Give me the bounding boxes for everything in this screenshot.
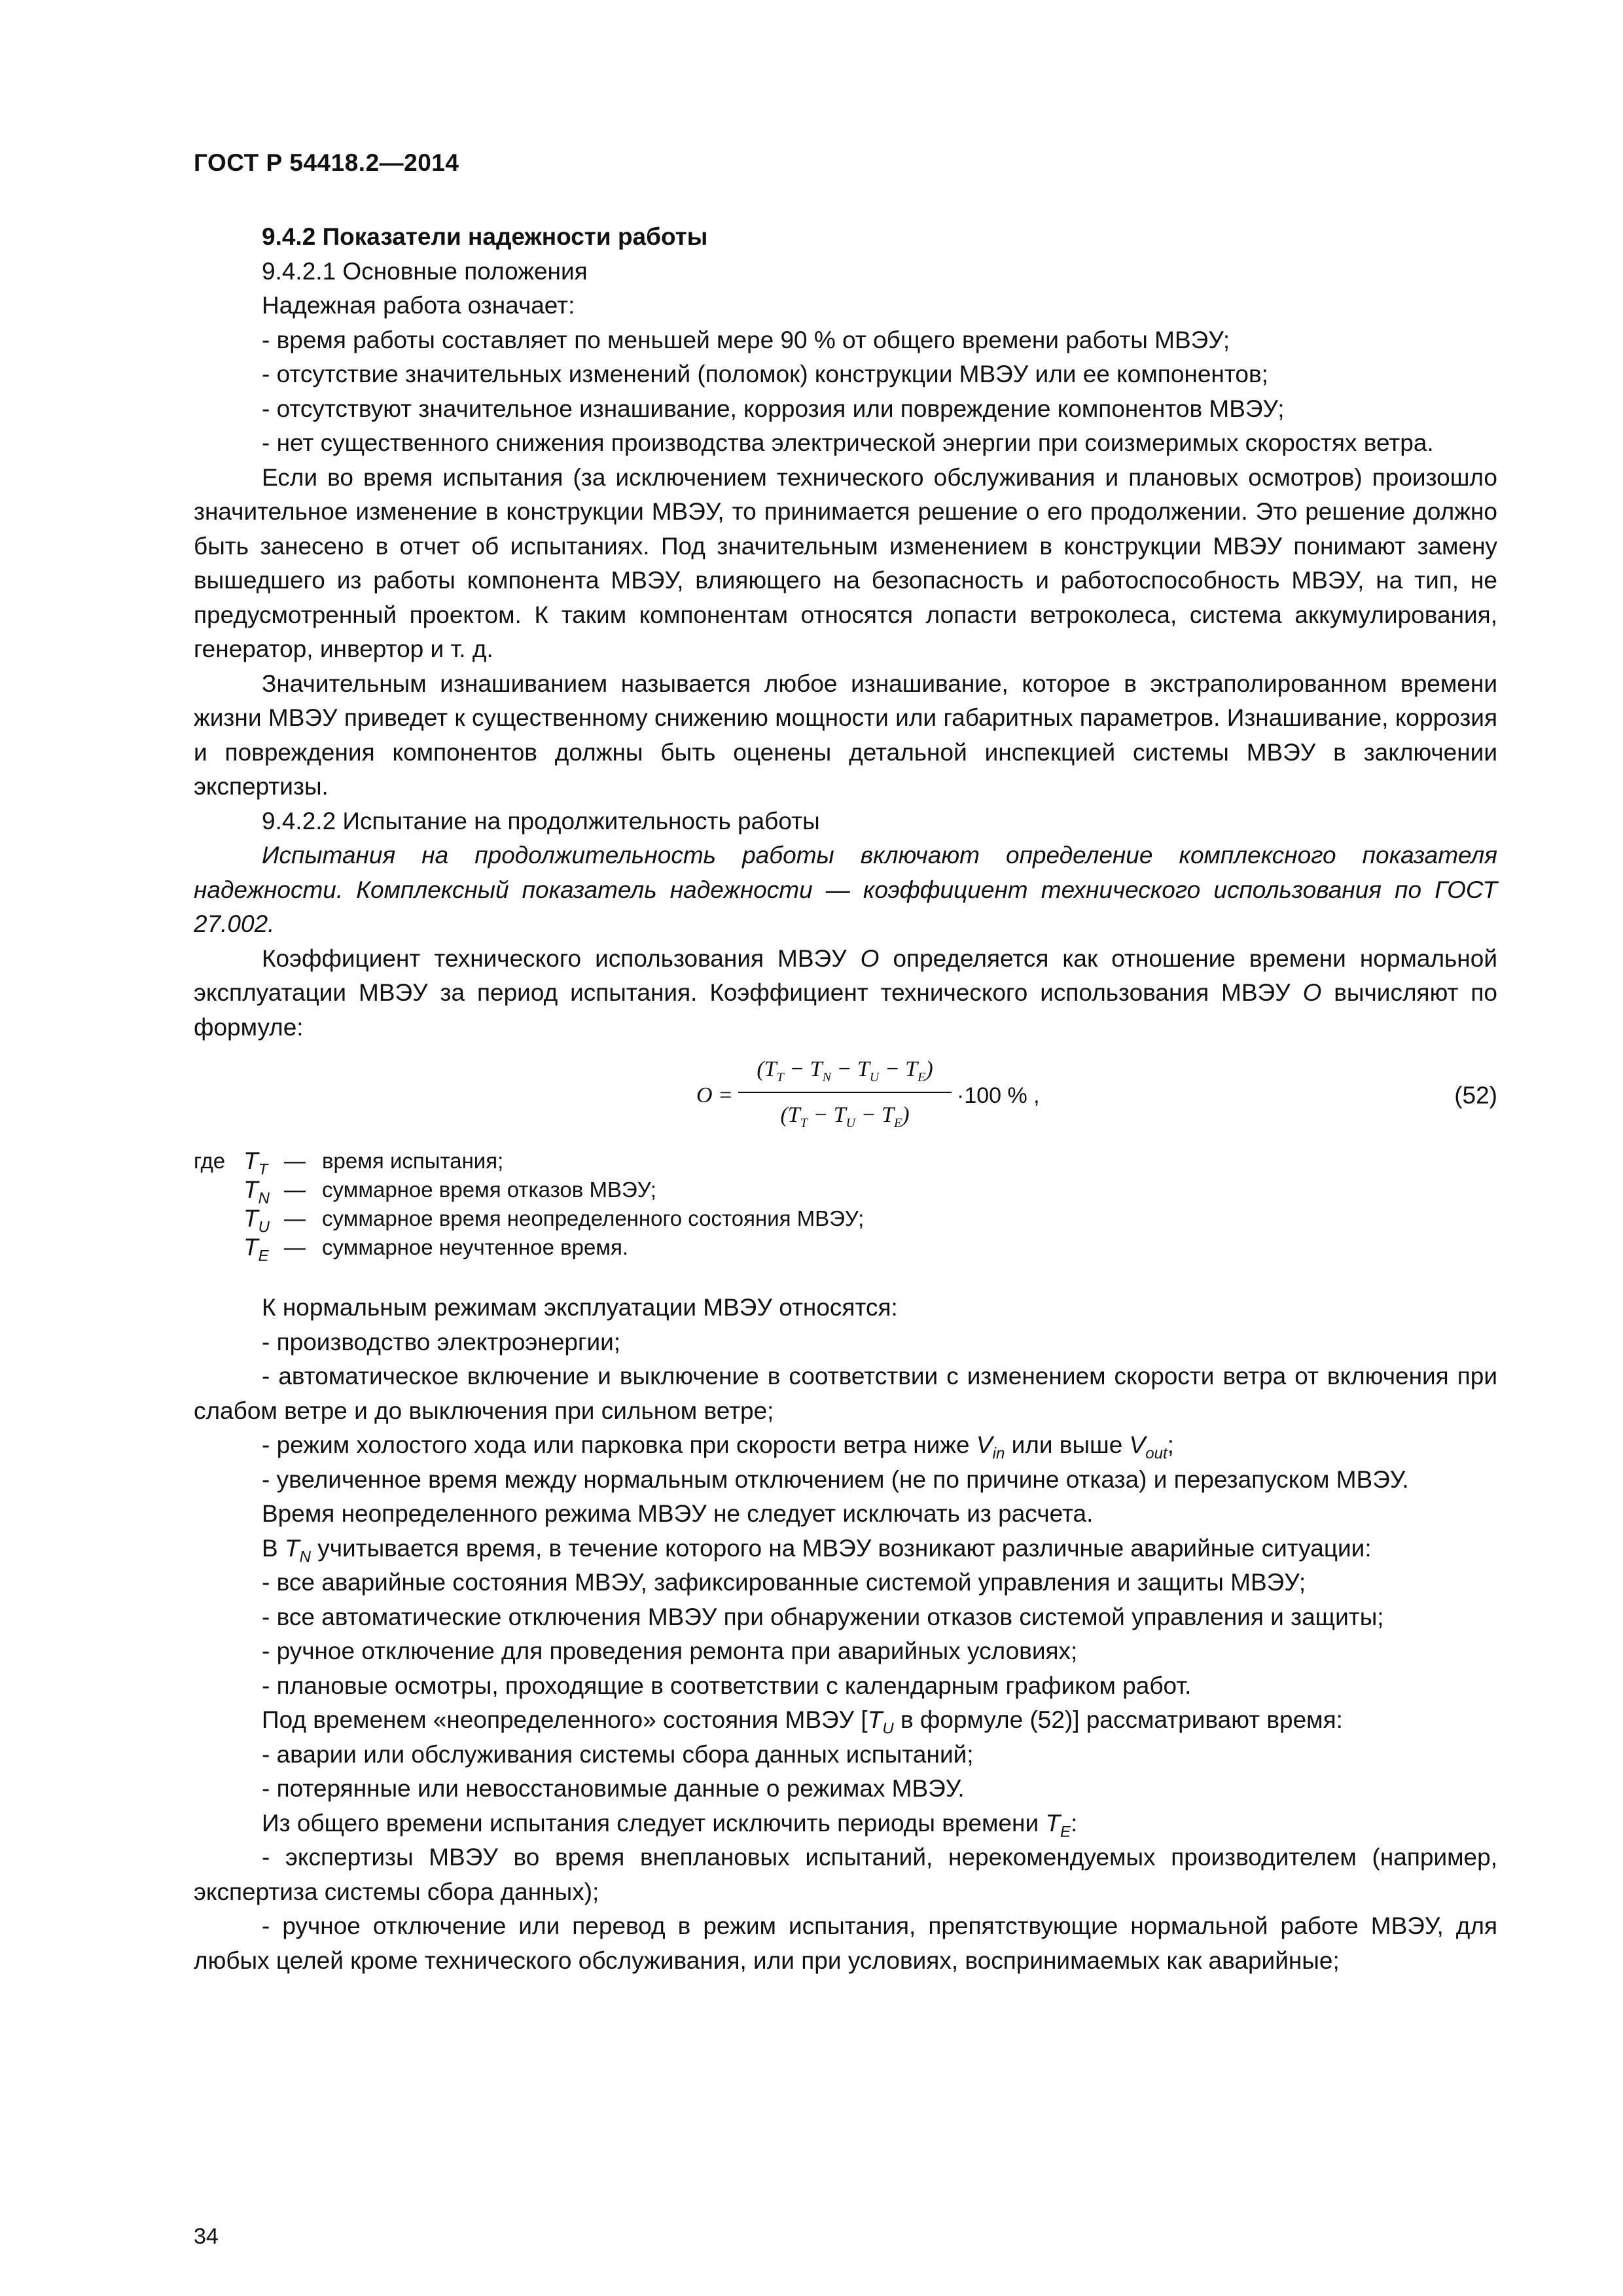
legend-definition: суммарное неучтенное время. [322,1235,629,1259]
paragraph-coefficient: Коэффициент технического использования МВЭУ О определяется как отношение времени нормальной эксплуатации МВЭУ за период испытания. Коэффициент технического использования МВЭУ О вычисляют по формуле: [194,944,1497,1041]
formula-numerator: $(T_T - T_N - T_U - T_E)$ [757,1057,933,1085]
paragraph-undefined-mode: Время неопределенного режима МВЭУ не следует исключать из расчета. [262,1500,1094,1527]
legend-definition: суммарное время неопределенного состояния МВЭУ; [322,1206,865,1230]
subsection-title-2: 9.4.2.2 Испытание на продолжительность работы [262,807,820,834]
legend-row [194,1147,1497,1179]
paragraph-tn: В $T_N$ учитывается время, в течение которого на МВЭУ возникают различные аварийные ситуации: [262,1534,1372,1566]
list-item: - все аварийные состояния МВЭУ, зафиксированные системой управления и защиты МВЭУ; [262,1569,1306,1596]
page-number: 34 [194,2224,219,2249]
legend-row [194,1204,1497,1236]
section-title: 9.4.2 Показатели надежности работы [262,223,708,250]
legend-lead: где [194,1149,226,1173]
paragraph-reliability-indicator: Испытания на продолжительность работы включают определение комплексного показателя надежности. Комплексный показатель надежности — коэффициент технического использования по ГОСТ 27.002. [194,842,1497,937]
list-item: - нет существенного снижения производства электрической энергии при соизмеримых скоростях ветра. [262,429,1434,456]
list-item: - все автоматические отключения МВЭУ при обнаружении отказов системой управления и защиты; [262,1603,1384,1630]
legend-dash: — [284,1177,306,1202]
list-item: - ручное отключение или перевод в режим испытания, препятствующие нормальной работе МВЭУ, для любых целей кроме технического обслуживания, или при условиях, воспринимаемых как аварийные; [194,1912,1497,1974]
formula-expression [696,1050,1063,1135]
legend-symbol: $T_E$ [243,1234,269,1265]
list-item: - отсутствие значительных изменений (поломок) конструкции МВЭУ или ее компонентов; [262,361,1268,387]
legend-dash: — [284,1235,306,1259]
paragraph-normal-modes: К нормальным режимам эксплуатации МВЭУ относятся: [262,1294,898,1321]
paragraph-te: Из общего времени испытания следует исключить периоды времени $T_E$: [262,1809,1078,1840]
legend-symbol: $T_N$ [243,1176,270,1208]
formula-fraction [738,1050,952,1135]
legend-definition: суммарное время отказов МВЭУ; [322,1177,657,1202]
formula-multiplier: ·100 % , [957,1083,1040,1108]
legend-symbol: $T_T$ [243,1147,268,1179]
fraction-bar [738,1092,952,1093]
legend-dash: — [284,1149,306,1173]
legend-row [194,1175,1497,1208]
list-item: - режим холостого хода или парковка при скорости ветра ниже $V_{in}$ или выше $V_{out}$; [262,1431,1174,1463]
paragraph-intro: Надежная работа означает: [262,292,575,319]
equation-number: (52) [1454,1082,1497,1109]
list-item: - время работы составляет по меньшей мере 90 % от общего времени работы МВЭУ; [262,326,1230,353]
formula-52 [194,1050,1497,1135]
list-item: - увеличенное время между нормальным отключением (не по причине отказа) и перезапуском МВЭУ. [262,1465,1409,1493]
list-item: - ручное отключение для проведения ремонта при аварийных условиях; [262,1638,1078,1664]
formula-lhs: O = [696,1083,733,1107]
list-item: - потерянные или невосстановимые данные о режимах МВЭУ. [262,1775,965,1802]
legend-row [194,1233,1497,1265]
formula-denominator: $(T_T - T_U - T_E)$ [780,1103,910,1130]
legend-definition: время испытания; [322,1149,504,1173]
list-item: - отсутствуют значительное изнашивание, коррозия или повреждение компонентов МВЭУ; [262,395,1285,422]
paragraph-wear: Значительным изнашиванием называется любое изнашивание, которое в экстраполированном времени жизни МВЭУ приведет к существенному снижению мощности или габаритных параметров. Изнашивание, коррозия и повреждения компонентов должны быть оценены детальной инспекцией системы МВЭУ в заключении экспертизы. [194,670,1497,800]
paragraph-design-change: Если во время испытания (за исключением технического обслуживания и плановых осмотров) произошло значительное изменение в конструкции МВЭУ, то принимается решение о его продолжении. Это решение должно быть занесено в отчет об испытаниях. Под значительным изменением в конструкции МВЭУ понимают замену вышедшего из работы компонента МВЭУ, влияющего на безопасность и работоспособность МВЭУ, на тип, не предусмотренный проектом. К таким компонентам относятся лопасти ветроколеса, система аккумулирования, генератор, инвертор и т. д. [194,463,1497,662]
legend-symbol: $T_U$ [243,1205,270,1236]
list-item: - производство электроэнергии; [262,1328,621,1355]
subsection-title-1: 9.4.2.1 Основные положения [262,257,588,285]
list-item: - экспертизы МВЭУ во время внеплановых испытаний, нерекомендуемых производителем (например, экспертиза системы сбора данных); [194,1844,1497,1905]
document-body [194,220,1497,1978]
list-item: - аварии или обслуживания системы сбора данных испытаний; [262,1740,974,1768]
list-item: - автоматическое включение и выключение в соответствии с изменением скорости ветра от включения при слабом ветре и до выключения при сильном ветре; [194,1363,1497,1424]
list-item: - плановые осмотры, проходящие в соответствии с календарным графиком работ. [262,1672,1192,1699]
document-header: ГОСТ Р 54418.2—2014 [194,149,459,176]
legend-dash: — [284,1206,306,1230]
paragraph-tu: Под временем «неопределенного» состояния МВЭУ [$T_U$ в формуле (52)] рассматривают время: [262,1706,1343,1738]
symbol-legend [194,1147,1497,1265]
